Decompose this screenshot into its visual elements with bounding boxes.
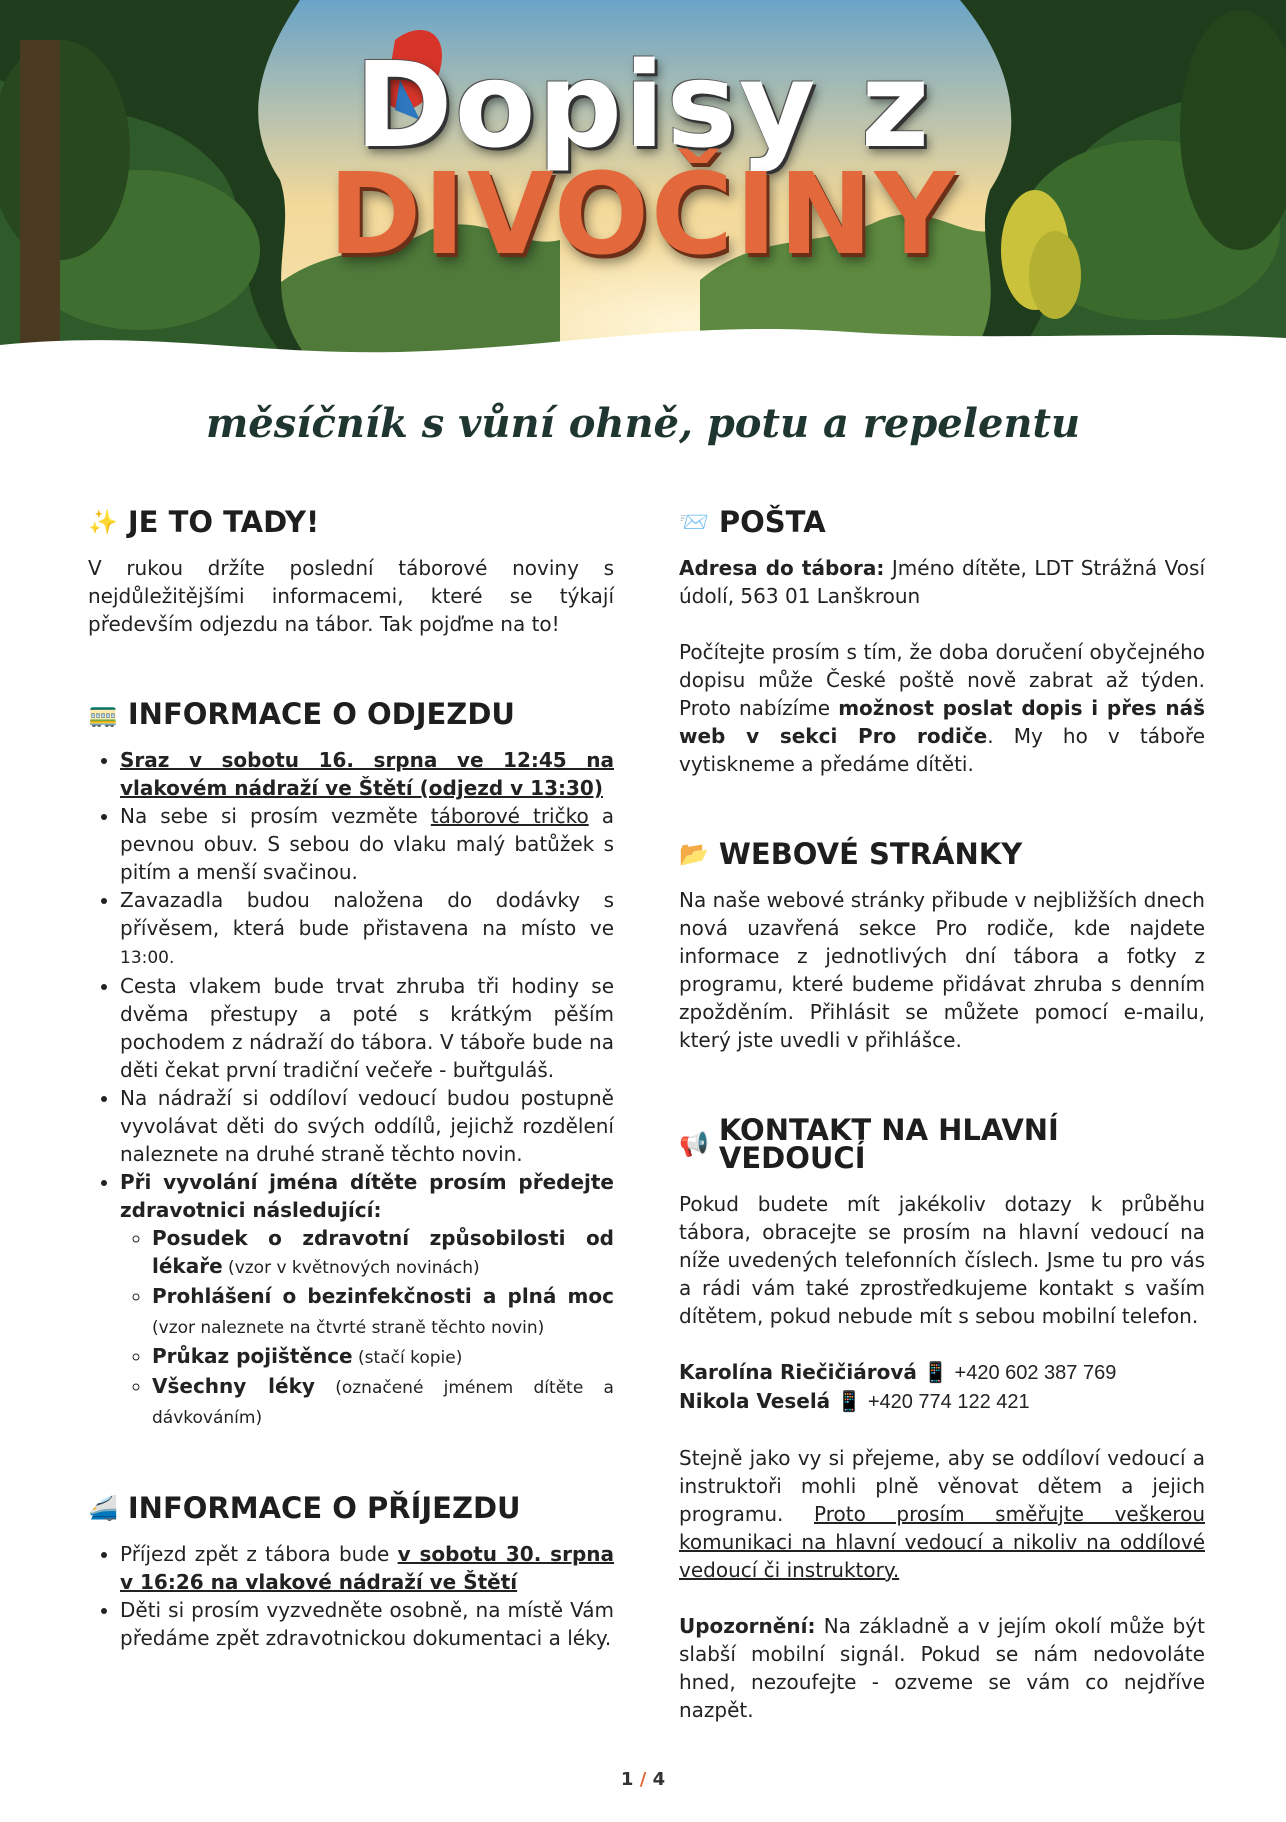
list-item: • Děti si prosím vyzvedněte osobně, na místě Vám předáme zpět zdravotnickou dokumentaci a léky. (120, 1596, 614, 1652)
list-item: • Sraz v sobotu 16. srpna ve 12:45 na vlakovém nádraží ve Štětí (odjezd v 13:30) (120, 746, 614, 802)
mobile-phone-icon: 📱 (836, 1389, 862, 1413)
web-text: Na naše webové stránky přibude v nejbližších dnech nová uzavřená sekce Pro rodiče, kde najdete informace z jednotlivých dní tábora a fotky z programu, které budeme přidávat zhruba s denním zpožděním. Přihlásit se můžete pomocí e-mailu, který jste uvedli v přihlášce. (679, 888, 1205, 1052)
mobile-phone-icon: 📱 (923, 1360, 949, 1384)
section-heading-arrival: 🚄 INFORMACE O PŘÍJEZDU (88, 1491, 521, 1525)
sparkles-icon: ✨ (88, 508, 118, 536)
phone-number[interactable]: +420 602 387 769 (954, 1362, 1117, 1384)
right-column (679, 505, 1205, 1724)
left-column (88, 505, 614, 1652)
header-banner (0, 0, 1286, 372)
list-item: • Na nádraží si oddíloví vedoucí budou postupně vyvolávat děti do svých oddílů, jejichž rozdělení naleznete na druhé straně těchto novin. (120, 1084, 614, 1168)
list-item: • Na sebe si prosím vezměte táborové tričko a pevnou obuv. S sebou do vlaku malý batůžek s pitím a menší svačinou. (120, 802, 614, 886)
subtitle: měsíčník s vůní ohně, potu a repelentu (205, 400, 1081, 447)
contact-person-1: Karolína Riečičiárová 📱 +420 602 387 769 (679, 1360, 1117, 1384)
megaphone-icon: 📢 (679, 1130, 709, 1158)
contact-intro: Pokud budete mít jakékoliv dotazy k průběhu tábora, obracejte se prosím na hlavní vedoucí na níže uvedených telefonních číslech. Jsme tu pro vás a rádi vám také zprostředkujeme kontakt s vaším dítětem, pokud nebude mít s sebou mobilní telefon. (679, 1192, 1205, 1328)
title-line-1: Dopisy z (354, 36, 932, 174)
list-item: • Příjezd zpět z tábora bude v sobotu 30. srpna v 16:26 na vlakové nádraží ve Štětí (120, 1540, 614, 1596)
train-icon: 🚄 (88, 1494, 118, 1522)
section-heading-departure: 🚃 INFORMACE O ODJEZDU (88, 697, 515, 731)
section-heading-web: 📂 WEBOVÉ STRÁNKY (679, 837, 1023, 871)
phone-number[interactable]: +420 774 122 421 (867, 1391, 1030, 1413)
section-heading-contact: 📢 KONTAKT NA HLAVNÍ VEDOUCÍ (679, 1113, 1059, 1175)
departure-list (88, 746, 614, 1432)
list-item: ◦ Všechny léky (označené jménem dítěte a dávkováním) (152, 1372, 614, 1432)
section-heading-mail: 📨 POŠTA (679, 505, 826, 539)
tram-icon: 🚃 (88, 700, 118, 728)
contact-communication: Stejně jako vy si přejeme, aby se oddíloví vedoucí a instruktoři mohli plně věnovat dětem a jejich programu. Proto prosím směřujte veškerou komunikaci na hlavní vedoucí a nikoliv na oddílové vedoucí či instruktory. (679, 1446, 1205, 1582)
documents-sublist (120, 1224, 614, 1432)
envelope-icon: 📨 (679, 508, 709, 536)
title-line-2: DIVOČINY (328, 150, 958, 280)
contact-warning: Upozornění: Na základně a v jejím okolí může být slabší mobilní signál. Pokud se nám nedovoláte hned, nezoufejte - ozveme se vám co nejdříve nazpět. (679, 1614, 1205, 1722)
list-item: ◦ Posudek o zdravotní způsobilosti od lékaře (vzor v květnových novinách) (152, 1224, 614, 1282)
list-item: • Cesta vlakem bude trvat zhruba tři hodiny se dvěma přestupy a poté s krátkým pěším pochodem z nádraží do tábora. V táboře bude na děti čekat první tradiční večeře - buřtguláš. (120, 972, 614, 1084)
list-item: • Zavazadla budou naložena do dodávky s přívěsem, která bude přistavena na místo ve 13:00. (120, 886, 614, 972)
contact-person-2: Nikola Veselá 📱 +420 774 122 421 (679, 1389, 1030, 1413)
list-item: • Při vyvolání jména dítěte prosím předejte zdravotnici následující: ◦ Posudek o zdravotní způsobilosti od lékaře (vzor v květnových novinách) ◦ Prohlášení o bezinfekčnosti a plná moc (vzor naleznete na čtvrté straně těchto novin) ◦ Průkaz pojištěnce (stačí kopie) ◦ Všechny léky (označené jménem dítěte a dávkováním) (120, 1168, 614, 1432)
mail-delivery-text: Počítejte prosím s tím, že doba doručení obyčejného dopisu může České poště nově zabrat až týden. Proto nabízíme možnost poslat dopis i přes náš web v sekci Pro rodiče. My ho v táboře vytiskneme a předáme dítěti. (679, 640, 1205, 776)
list-item: ◦ Průkaz pojištěnce (stačí kopie) (152, 1342, 614, 1372)
list-item: ◦ Prohlášení o bezinfekčnosti a plná moc (vzor naleznete na čtvrté straně těchto novin) (152, 1282, 614, 1342)
intro-text: V rukou držíte poslední táborové noviny s nejdůležitějšími informacemi, které se týkají především odjezdu na tábor. Tak pojďme na to! (88, 556, 614, 636)
arrival-list (88, 1540, 614, 1652)
page-indicator: 1 / 4 (620, 1769, 666, 1790)
folder-icon: 📂 (679, 840, 709, 868)
section-heading-intro: ✨ JE TO TADY! (88, 505, 320, 539)
mail-address: Adresa do tábora: Jméno dítěte, LDT Strážná Vosí údolí, 563 01 Lanškroun (679, 556, 1205, 608)
